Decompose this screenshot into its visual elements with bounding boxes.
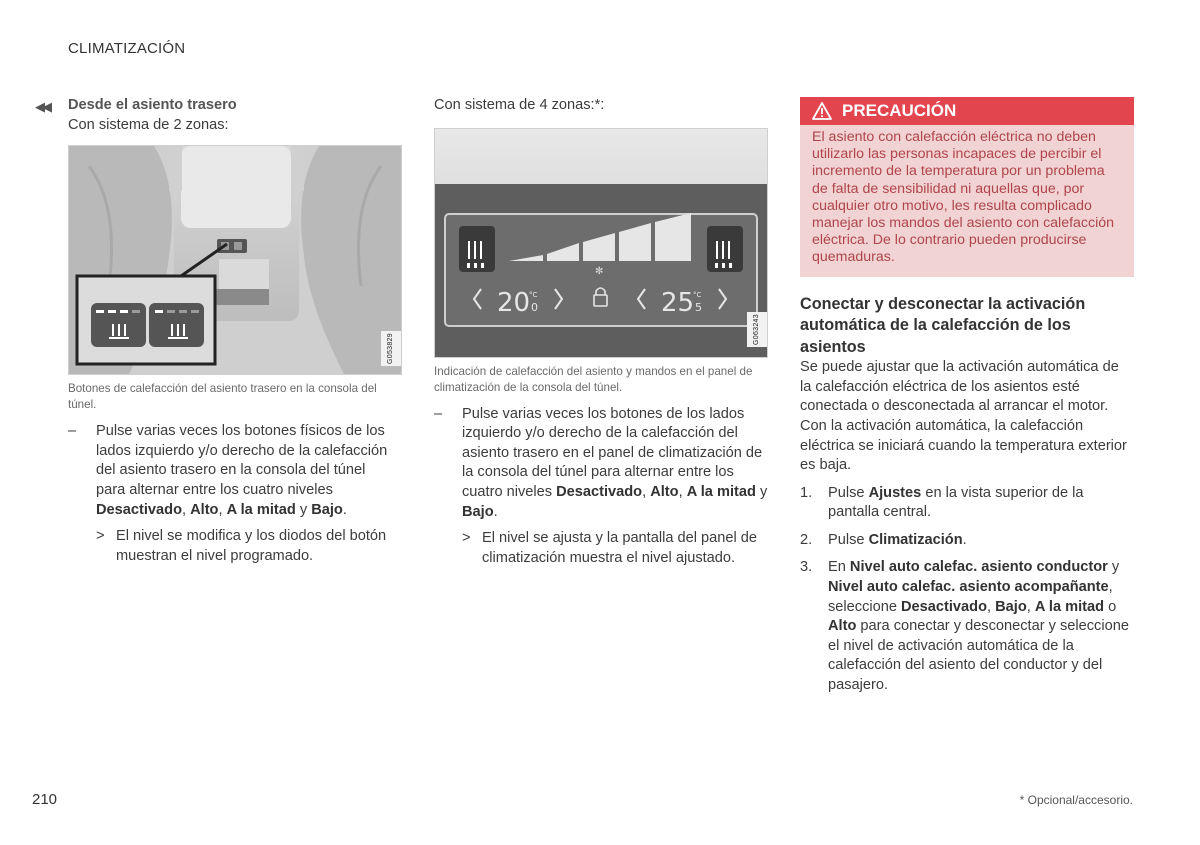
step-number: 1. bbox=[800, 484, 813, 501]
intro-4-zones: Con sistema de 4 zonas:*: bbox=[434, 97, 605, 113]
column-left bbox=[35, 96, 398, 566]
warning-title: PRECAUCIÓN bbox=[842, 101, 957, 121]
figure-climate-panel bbox=[434, 128, 768, 358]
result-marker: > bbox=[462, 530, 471, 547]
column-middle bbox=[434, 96, 772, 568]
level-medium: A la mitad bbox=[686, 483, 756, 500]
figure-caption: Botones de calefacción del asiento trasero en la consola del túnel. bbox=[68, 382, 377, 412]
right-temp-unit: °C bbox=[693, 290, 702, 299]
climate-panel-illustration bbox=[435, 129, 767, 357]
fan-icon: ✻ bbox=[595, 265, 604, 277]
figure-code: G053829 bbox=[381, 331, 401, 366]
right-temp-decimal: 5 bbox=[695, 300, 702, 314]
warning-box bbox=[800, 97, 1134, 277]
figure-caption: Indicación de calefacción del asiento y mandos en el panel de climatización de la consola del túnel. bbox=[434, 364, 753, 394]
numbered-step-3 bbox=[800, 558, 1134, 695]
instruction-step bbox=[68, 422, 398, 520]
separator: y bbox=[295, 501, 312, 518]
separator: , bbox=[678, 483, 687, 500]
separator: , bbox=[1026, 598, 1035, 615]
separator: , bbox=[181, 501, 191, 518]
left-temp-decimal: 0 bbox=[531, 300, 538, 314]
rear-console-illustration bbox=[69, 146, 401, 374]
intro-2-zones: Con sistema de 2 zonas: bbox=[68, 116, 229, 133]
step-result bbox=[68, 527, 398, 566]
option-driver-auto-heat: Nivel auto calefac. asiento conductor bbox=[849, 559, 1108, 576]
figure-code: G063243 bbox=[747, 312, 767, 347]
level-high: Alto bbox=[828, 618, 857, 635]
numbered-step-2 bbox=[800, 531, 1134, 551]
step-text: Pulse bbox=[828, 484, 869, 501]
column-right bbox=[800, 97, 1134, 696]
warning-text: El asiento con calefacción eléctrica no deben utilizarlo las personas incapaces de percibir el incremento de la temperatura por un problema de falta de sensibilidad ni aquellas que, por cualquier otro motivo, les resulta complicado manejar los mandos del asiento con calefacción eléctrica. De lo contrario pueden producirse quemaduras. bbox=[800, 125, 1134, 277]
level-medium: A la mitad bbox=[226, 501, 296, 518]
numbered-step-1 bbox=[800, 484, 1134, 523]
page-number: 210 bbox=[32, 791, 58, 808]
separator: , bbox=[218, 501, 227, 518]
warning-header bbox=[800, 97, 1134, 125]
period: . bbox=[342, 501, 347, 518]
level-high: Alto bbox=[650, 483, 679, 500]
step-text: Pulse varias veces los botones de los lados izquierdo y/o derecho de la calefacción del asiento trasero en el panel de climatización de la consola del túnel para alternar entre los cuatro niveles bbox=[462, 405, 763, 500]
instruction-step bbox=[434, 405, 772, 523]
level-high: Alto bbox=[190, 501, 219, 518]
section-body: Se puede ajustar que la activación automática de la calefacción eléctrica de los asientos esté conectada o desconectada al arrancar el motor. Con la activación automática, la calefacción eléctrica se iniciará cuando la temperatura exterior es baja. bbox=[800, 359, 1127, 474]
dash-marker: – bbox=[434, 405, 443, 422]
step-number: 2. bbox=[800, 531, 813, 548]
previous-page-arrows-icon[interactable]: ◀◀ bbox=[35, 99, 49, 114]
left-temp-unit: °C bbox=[529, 290, 538, 299]
level-low: Bajo bbox=[311, 501, 343, 518]
step-text: Pulse bbox=[828, 531, 869, 548]
level-low: Bajo bbox=[462, 503, 494, 520]
level-low: Bajo bbox=[995, 598, 1027, 615]
subheading-text: Desde el asiento trasero bbox=[68, 97, 237, 113]
level-off: Desactivado bbox=[556, 483, 643, 500]
warning-triangle-icon bbox=[812, 102, 832, 120]
menu-settings: Ajustes bbox=[868, 484, 922, 501]
dash-marker: – bbox=[68, 423, 77, 440]
result-marker: > bbox=[96, 528, 105, 545]
option-passenger-auto-heat: Nivel auto calefac. asiento acompañante bbox=[828, 579, 1109, 596]
step-text: En bbox=[828, 559, 850, 576]
level-medium: A la mitad bbox=[1034, 598, 1105, 615]
separator: , bbox=[987, 598, 996, 615]
section-header: CLIMATIZACIÓN bbox=[68, 40, 186, 57]
step-text: en la vista superior de la pantalla central. bbox=[828, 484, 1084, 521]
period: . bbox=[493, 503, 498, 520]
step-number: 3. bbox=[800, 559, 813, 576]
result-text: El nivel se modifica y los diodos del botón muestran el nivel programado. bbox=[116, 528, 387, 564]
right-temperature: 25 bbox=[661, 287, 695, 318]
footnote: * Opcional/accesorio. bbox=[1019, 793, 1133, 807]
section-title: Conectar y desconectar la activación automática de la calefacción de los asientos bbox=[800, 294, 1086, 356]
step-text: . bbox=[962, 531, 967, 548]
separator: y bbox=[755, 483, 768, 500]
step-text: , seleccione bbox=[828, 579, 1113, 615]
step-text: para conectar y desconectar y seleccione el nivel de activación automática de la calefacción del asiento del conductor y del pasajero. bbox=[828, 618, 1129, 694]
menu-climate: Climatización bbox=[868, 531, 963, 548]
result-text: El nivel se ajusta y la pantalla del panel de climatización muestra el nivel ajustado. bbox=[482, 530, 758, 566]
step-result bbox=[434, 529, 772, 568]
level-off: Desactivado bbox=[901, 598, 987, 615]
separator: o bbox=[1104, 598, 1117, 615]
step-text: Pulse varias veces los botones físicos de los lados izquierdo y/o derecho de la calefacción del asiento trasero en la consola del túnel para alternar entre los cuatro niveles bbox=[96, 423, 388, 498]
figure-rear-console-buttons bbox=[68, 145, 402, 375]
left-temperature: 20 bbox=[497, 287, 531, 318]
subheading-rear-seat bbox=[35, 96, 398, 116]
separator: , bbox=[642, 483, 651, 500]
step-text: y bbox=[1107, 559, 1120, 576]
level-off: Desactivado bbox=[96, 501, 182, 518]
right-seat-heat-button bbox=[149, 303, 204, 347]
